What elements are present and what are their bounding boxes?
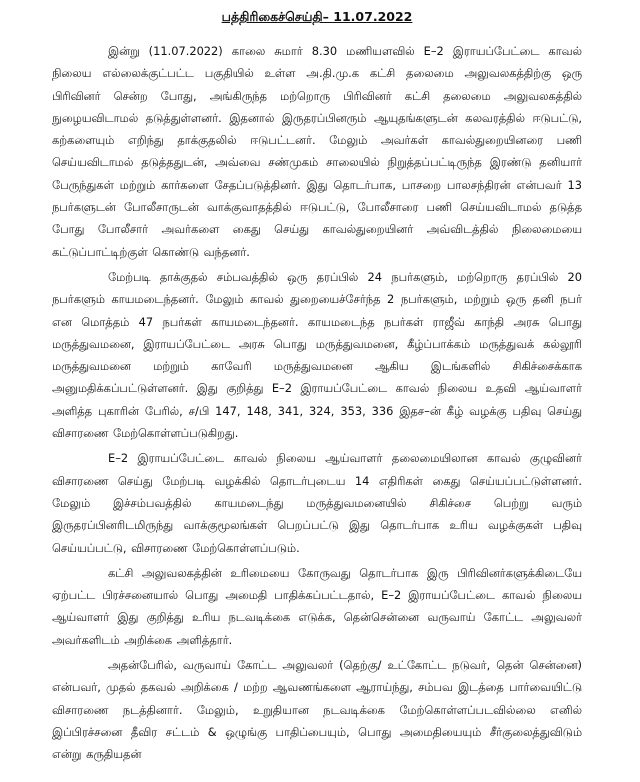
paragraph-arrests: E–2 இராயப்பேட்டை காவல் நிலைய ஆய்வாளர் தலைமையிலான காவல் குழுவினர் விசாரணை செய்து மேற்படி வழக்கில் தொடர்புடைய 14 எதிரிகள் கைது செய்யப்பட்டுள்ளனர். மேலும் இச்சம்பவத்தில் காயமடைந்து மருத்துவமனையில் சிகிச்சை பெற்று வரும் இருதரப்பினரிடமிருந்து வாக்குமூலங்கள் பெறப்பட்டு இது தொடர்பாக உரிய வழக்குகள் பதிவு செய்யப்பட்டு, விசாரணை மேற்கொள்ளப்படும்.: [52, 451, 582, 555]
page-title: பத்திரிகைச்செய்தி– 11.07.2022: [221, 9, 413, 24]
paragraph-inquiry: அதன்பேரில், வருவாய் கோட்ட அலுவலர் (தெற்கு/ உட்கோட்ட நடுவர், தென் சென்னை) என்பவர், முதல் தகவல் அறிக்கை / மற்ற ஆவணங்களை ஆராய்ந்து, சம்பவ இடத்தை பார்வையிட்டு விசாரணை நடத்தினார். மேலும், உறுதியான நடவடிக்கை மேற்கொள்ளப்படவில்லை எனில் இப்பிரச்சனை தீவிர சட்டம் & ஒழுங்கு பாதிப்பையும், பொது அமைதியையும் சீர்குலைத்துவிடும் என்று கருதியதன்: [52, 658, 582, 762]
paragraph-injuries: மேற்படி தாக்குதல் சம்பவத்தில் ஒரு தரப்பில் 24 நபர்களும், மற்றொரு தரப்பில் 20 நபர்களும் காயமடைந்தனர். மேலும் காவல் துறையைச்சேர்ந்த 2 நபர்களும், மற்றும் ஒரு தனி நபர் என மொத்தம் 47 நபர்கள் காயமடைந்தனர். காயமடைந்த நபர்கள் ராஜீவ் காந்தி அரசு பொது மருத்துவமனை, இராயப்பேட்டை அரசு பொது மருத்துவமனை, கீழ்ப்பாக்கம் மருத்துவக் கல்லூரி மருத்துவமனை மற்றும் காவேரி மருத்துவமனை ஆகிய இடங்களில் சிகிச்சைக்காக அனுமதிக்கப்பட்டுள்ளனர். இது குறித்து E–2 இராயப்பேட்டை காவல் நிலைய உதவி ஆய்வாளர் அளித்த புகாரின் பேரில், ச/பி 147, 148, 341, 324, 353, 336 இதச–ன் கீழ் வழக்கு பதிவு செய்து விசாரணை மேற்கொள்ளப்படுகிறது.: [52, 269, 582, 441]
paragraph-incident: இன்று (11.07.2022) காலை சுமார் 8.30 மணியளவில் E–2 இராயப்பேட்டை காவல் நிலைய எல்லைக்குட்பட்ட பகுதியில் உள்ள அ.தி.மு.க கட்சி தலைமை அலுவலகத்திற்கு ஒரு பிரிவினர் சென்ற போது, அங்கிருந்த மற்றொரு பிரிவினர் கட்சி தலைமை அலுவலகத்தில் நுழையவிடாமல் தடுத்துள்ளனர். இதனால் இருதரப்பினரும் ஆயுதங்களுடன் கலவரத்தில் ஈடுபட்டு, கற்களையும் எறிந்து தாக்குதலில் ஈடுபட்டனர். மேலும் அவர்கள் காவல்துறையினரை பணி செய்யவிடாமல் தடுத்ததுடன், அவ்வை சண்முகம் சாலையில் நிறுத்தப்பட்டிருந்த இரண்டு தனியார் பேருந்துகள் மற்றும் கார்களை சேதப்படுத்தினர். இது தொடர்பாக, பாசறை பாலசந்திரன் என்பவர் 13 நபர்களுடன் போலீசாருடன் வாக்குவாதத்தில் ஈடுபட்டு, போலீசாரை பணி செய்யவிடாமல் தடுத்த போது போலீசார் அவர்களை கைது செய்து காவல்துறையினர் அவ்விடத்தில் நிலைமையை கட்டுப்பாட்டிற்குள் கொண்டு வந்தனர்.: [52, 44, 582, 259]
paragraph-report: கட்சி அலுவலகத்தின் உரிமையை கோருவது தொடர்பாக இரு பிரிவினர்களுக்கிடையே ஏற்பட்ட பிரச்சனையால் பொது அமைதி பாதிக்கப்பட்டதால், E–2 இராயப்பேட்டை காவல் நிலைய ஆய்வாளர் இது குறித்து உரிய நடவடிக்கை எடுக்க, தென்சென்னை வருவாய் கோட்ட அலுவலர் அவர்களிடம் அறிக்கை அளித்தார்.: [52, 565, 582, 647]
